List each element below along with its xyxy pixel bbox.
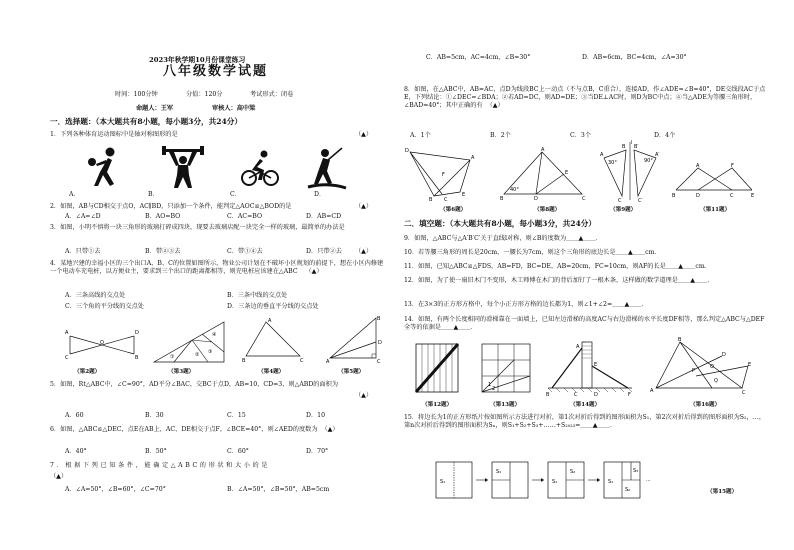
q8-stem [404, 86, 770, 110]
q9-label-a-prime: A′ [655, 152, 660, 158]
q2-option-b: B．AO=BO [145, 213, 181, 220]
q9-label-c-prime: C′ [638, 198, 643, 204]
q10-stem: 10．若等腰三角形的周长是20cm，一腰长为7cm，则这个三角形的底边长是＿＿▲＿＿cm． [404, 249, 661, 256]
q14-stem: 14．如图，有两个长度相同的滑梯靠在一面墙上，已知左边滑梯的高度AC与右边滑梯的水平长度DF相等，那么判定△ABC与△DEF全等的依据是＿＿▲＿＿． [404, 316, 765, 331]
q15-label-s1-b: S₁ [496, 469, 502, 475]
q3-label-1: ① [170, 354, 175, 360]
q5-label-b: B [377, 316, 381, 322]
q6-answer-blank: （▲） [321, 426, 339, 433]
q4-answer-blank: （▲） [305, 268, 323, 275]
q16-label-c: C [742, 390, 746, 396]
q11-figure [672, 164, 756, 198]
q3-label-3: ③ [208, 349, 213, 355]
q7-option-d: D．AB=6cm，BC=4cm，∠A=30° [582, 54, 687, 61]
exam-subtitle: 2023年秋学期10月份课堂练习 [149, 56, 246, 64]
q5-label-a: A [326, 359, 330, 365]
q16-label-q: Q [714, 378, 718, 384]
q4-option-c: C．三个角的平分线的交点处 [65, 303, 144, 310]
q16-label-o: O [710, 364, 714, 370]
q1-stem: 1．下列各种体育运动图标中是轴对称图形的是 [50, 131, 178, 138]
caption-q14: （第14题） [570, 402, 601, 408]
q3-option-a: A．只带①去 [65, 248, 101, 255]
q16-label-a: A [650, 388, 654, 394]
caption-q15: （第15题） [707, 489, 738, 495]
q9-label-b-prime: B′ [634, 144, 639, 150]
q11-label-e: E [751, 193, 755, 199]
q4-option-b: B．三条中线的交点处 [227, 292, 288, 299]
q16-label-e: E [748, 362, 752, 368]
q5-option-a: A．60 [65, 412, 84, 419]
q14-figure [544, 340, 636, 396]
exam-form: 考试形式：闭卷 [250, 91, 294, 98]
section2-heading: 二．填空题：（本大题共有8小题，每小题3分，共24分） [404, 219, 596, 228]
q2-label-b: B [135, 355, 139, 361]
caption-q8: （第8题） [534, 207, 561, 213]
q4-label-a: A [268, 318, 272, 324]
q4-stem [50, 260, 386, 276]
caption-q13: （第13题） [490, 402, 521, 408]
q15-label-s2-b: S₂ [625, 487, 631, 493]
q16-label-b: B [678, 337, 682, 343]
q4-stem-text: 4．某地兴建的幸福小区的三个出口A、B、C的位置如图所示，物业公司计划在不破坏小区规划的前提下，想在小区内修建一个电动车充电桩，以方便业主，要求到三个出口的距离都相等，则充电桩应该建在△ABC [50, 260, 384, 275]
q5-stem: 5．如图，Rt△ABC中，∠C=90°，AD平分∠BAC，交BC于点D，AB=10，CD=3，则△ABD的面积为 [50, 381, 339, 388]
q8-label-b: B [500, 196, 504, 202]
q9-figure [600, 140, 660, 204]
q1-option-a: A． [69, 191, 80, 198]
q8-stem-text: 8．如图，在△ABC中，AB=AC，点D为线段BC上一动点（不与点B，C重合），连接AD，作∠ADE=∠B=40°，DE交线段AC于点E，下列结论：①∠DEC=∠BDA；②若AD=DC，则AD=DE；③当DE⊥AC时，则D为BC中点；④当△ADE为等腰三角形时，∠BAD=40°；其中正确的有 [404, 86, 766, 109]
q8-option-b: B．2个 [490, 132, 511, 139]
weightlifter-icon [162, 146, 204, 190]
q3-label-2: ② [195, 352, 200, 358]
q6-option-b: B．50° [145, 448, 167, 455]
q3-figure [152, 320, 226, 364]
q11-label-c: C [730, 193, 734, 199]
q11-label-d: D [696, 193, 700, 199]
q9-label-b: B [622, 144, 626, 150]
q5-answer-blank: （▲） [355, 392, 373, 399]
caption-q4: （第4题） [258, 369, 285, 375]
q5-label-d: D [378, 340, 382, 346]
exam-author: 命题人：王军 [136, 105, 174, 112]
q8-figure [500, 148, 588, 202]
q16-label-d: D [722, 352, 726, 358]
q6-option-d: D．70° [306, 448, 329, 455]
q5-option-b: B．30 [145, 412, 164, 419]
q2-option-a: A．∠A=∠D [65, 213, 101, 220]
q6-label-c: C [444, 197, 448, 203]
exam-time: 时间：100分钟 [115, 91, 158, 98]
section1-heading: 一．选择题：（本大题共有8小题，每小题3分，共24分） [50, 117, 242, 126]
q15-label-s1-c: S₁ [552, 479, 558, 485]
q8-label-a: A [541, 147, 545, 153]
q15-ellipsis: ··· [646, 478, 651, 484]
q7-option-b: B．∠A=50°，∠B=50°，AB=5cm [227, 486, 330, 493]
q15-label-s3: S₃ [633, 468, 639, 474]
q2-label-o: O [100, 340, 104, 346]
q5-option-d: D．10 [306, 412, 326, 419]
cyclist-icon [240, 150, 280, 188]
q9-label-line-l: l [631, 140, 633, 146]
q2-figure [64, 330, 140, 360]
exam-score: 分值：120分 [186, 91, 223, 98]
q3-label-4: ④ [212, 332, 217, 338]
q15-label-s2: S₂ [570, 469, 576, 475]
exam-title: 八年级数学试题 [163, 64, 269, 79]
q7-stem: 7．根据下列已知条件，能确定△ABC的形状和大小的是 [50, 462, 271, 469]
q8-label-d: D [534, 196, 538, 202]
exam-reviewer: 审核人：高中梁 [212, 105, 256, 112]
q1-option-b: B． [148, 191, 159, 198]
q13-label-2: 2 [492, 386, 496, 392]
q6-option-a: A．40° [65, 448, 87, 455]
q2-option-c: C．AC=BO [227, 213, 263, 220]
q14-label-a: A [576, 344, 580, 350]
q11-label-b: B [672, 193, 676, 199]
q6-stem-text: 6．如图，△ABC≌△DEC，点E在AB上，AC、DE相交于点F，∠BCE=40°，则∠AED的度数为 [50, 426, 318, 433]
q16-label-p: P [692, 368, 696, 374]
q2-answer-blank: （▲） [355, 203, 373, 210]
caption-q6: （第6题） [440, 207, 467, 213]
q8-label-angle: 40° [510, 187, 519, 193]
q4-option-d: D．三条边的垂直平分线的交点处 [227, 303, 319, 310]
q14-label-b: B [546, 392, 550, 398]
q2-stem: 2．如图，AB与CD相交于点O，AC∥BD，只添加一个条件，能判定△AOC≌△BOD的是 [50, 203, 292, 210]
q15-label-s1-d: S₁ [608, 479, 614, 485]
q2-label-d: D [135, 330, 139, 336]
q15-label-s1: S₁ [440, 479, 446, 485]
q13-stem: 13．在3×3的正方形方格中，每个小正方形方格的边长都为1，则∠1+∠2=＿＿▲＿＿． [404, 301, 648, 308]
volleyball-player-icon [84, 146, 124, 190]
caption-q5: （第5题） [338, 369, 365, 375]
q2-label-a: A [65, 330, 69, 336]
q8-label-c: C [582, 196, 586, 202]
golfer-icon [308, 146, 348, 190]
q6-figure [404, 146, 480, 202]
q8-option-a: A．1个 [410, 132, 431, 139]
q8-option-c: C．3个 [570, 132, 592, 139]
q3-option-c: C．带①④去 [227, 248, 263, 255]
q11-label-f: F [731, 163, 734, 169]
q15-figure [434, 458, 704, 506]
q8-answer-blank: （▲） [486, 102, 504, 109]
q2-label-c: C [65, 355, 69, 361]
q16-figure [650, 336, 754, 396]
q6-option-c: C．60° [227, 448, 249, 455]
q11-label-a: A [696, 163, 700, 169]
q5-figure [326, 316, 382, 364]
q6-label-f: F [442, 172, 445, 178]
q14-label-d: D [594, 392, 598, 398]
q14-label-c: C [574, 392, 578, 398]
q8-label-e: E [565, 170, 569, 176]
q9-label-a: A [600, 152, 604, 158]
caption-q3: （第3题） [168, 369, 195, 375]
q2-option-d: D．AB=CD [306, 213, 342, 220]
q8-option-d: D．4个 [654, 132, 676, 139]
q6-label-d: D [405, 148, 409, 154]
q6-stem [50, 426, 386, 434]
q7-option-c: C．AB=5cm，AC=4cm，∠B=30° [426, 54, 531, 61]
caption-q11: （第11题） [700, 207, 731, 213]
q13-label-1: 1 [488, 382, 492, 388]
q6-label-b: B [429, 197, 433, 203]
q9-label-c: C [618, 198, 622, 204]
q13-figure [480, 342, 532, 394]
q6-label-e: E [462, 192, 466, 198]
q4-option-a: A．三条高线的交点处 [65, 292, 126, 299]
q1-option-d: D． [314, 191, 326, 198]
q11-stem: 11．如图，已知△ABC≌△FDS，AB=FD，BC=DE，AB=20cm，FC=10cm，则AF的长是＿＿▲＿＿cm． [404, 263, 711, 270]
q3-option-d: D．只带②去 [306, 248, 342, 255]
q14-label-f: F [628, 392, 631, 398]
q15-stem: 15．将边长为1的正方形纸片按如图所示方法进行对折，第1次对折后得到的图形面积为S₁，第2次对折后得到的图形面积为S₂，…，第n次对折后得到的图形面积为Sₙ，则S₁+S₂+S₃+……+S₂₀₂₃=＿＿▲＿＿． [404, 414, 766, 429]
q5-option-c: C．15 [227, 412, 246, 419]
q14-label-e: E [594, 362, 598, 368]
caption-q12: （第12题） [422, 402, 453, 408]
q7-option-a: A．∠A=50°，∠B=60°，∠C=70° [65, 486, 166, 493]
q9-label-angle-30: 30° [608, 160, 617, 166]
q12-figure [414, 342, 464, 396]
q6-label-a: A [471, 155, 475, 161]
q4-label-c: C [300, 358, 304, 364]
q3-option-b: B．带②③去 [145, 248, 181, 255]
caption-q16: （第16题） [690, 402, 721, 408]
caption-q9: （第9题） [610, 207, 637, 213]
q4-label-b: B [242, 358, 246, 364]
q4-figure [242, 318, 304, 364]
q7-answer-blank: （▲） [50, 473, 68, 480]
q1-answer-blank: （▲） [355, 131, 373, 138]
q3-answer-blank: （▲） [355, 248, 373, 255]
q9-label-angle-90: 90° [644, 158, 653, 164]
caption-q2: （第2题） [74, 369, 101, 375]
q1-option-c: C． [230, 191, 241, 198]
q5-label-c: C [377, 359, 381, 365]
q3-stem: 3．如图，小明不慎将一块三角形的玻璃打碎成四块，现要去玻璃店配一块完全一样的玻璃，最简单的办法是 [50, 224, 345, 231]
q9-stem: 9．如图，△ABC与△A′B′C′关于直线l对称，则∠B的度数为＿＿▲＿＿． [404, 235, 602, 242]
q12-stem: 12．如图，为了使一扇旧木门不变形，木工师傅在木门的背后加钉了一根木条，这样做的数学道理是＿＿▲＿＿． [404, 277, 714, 284]
